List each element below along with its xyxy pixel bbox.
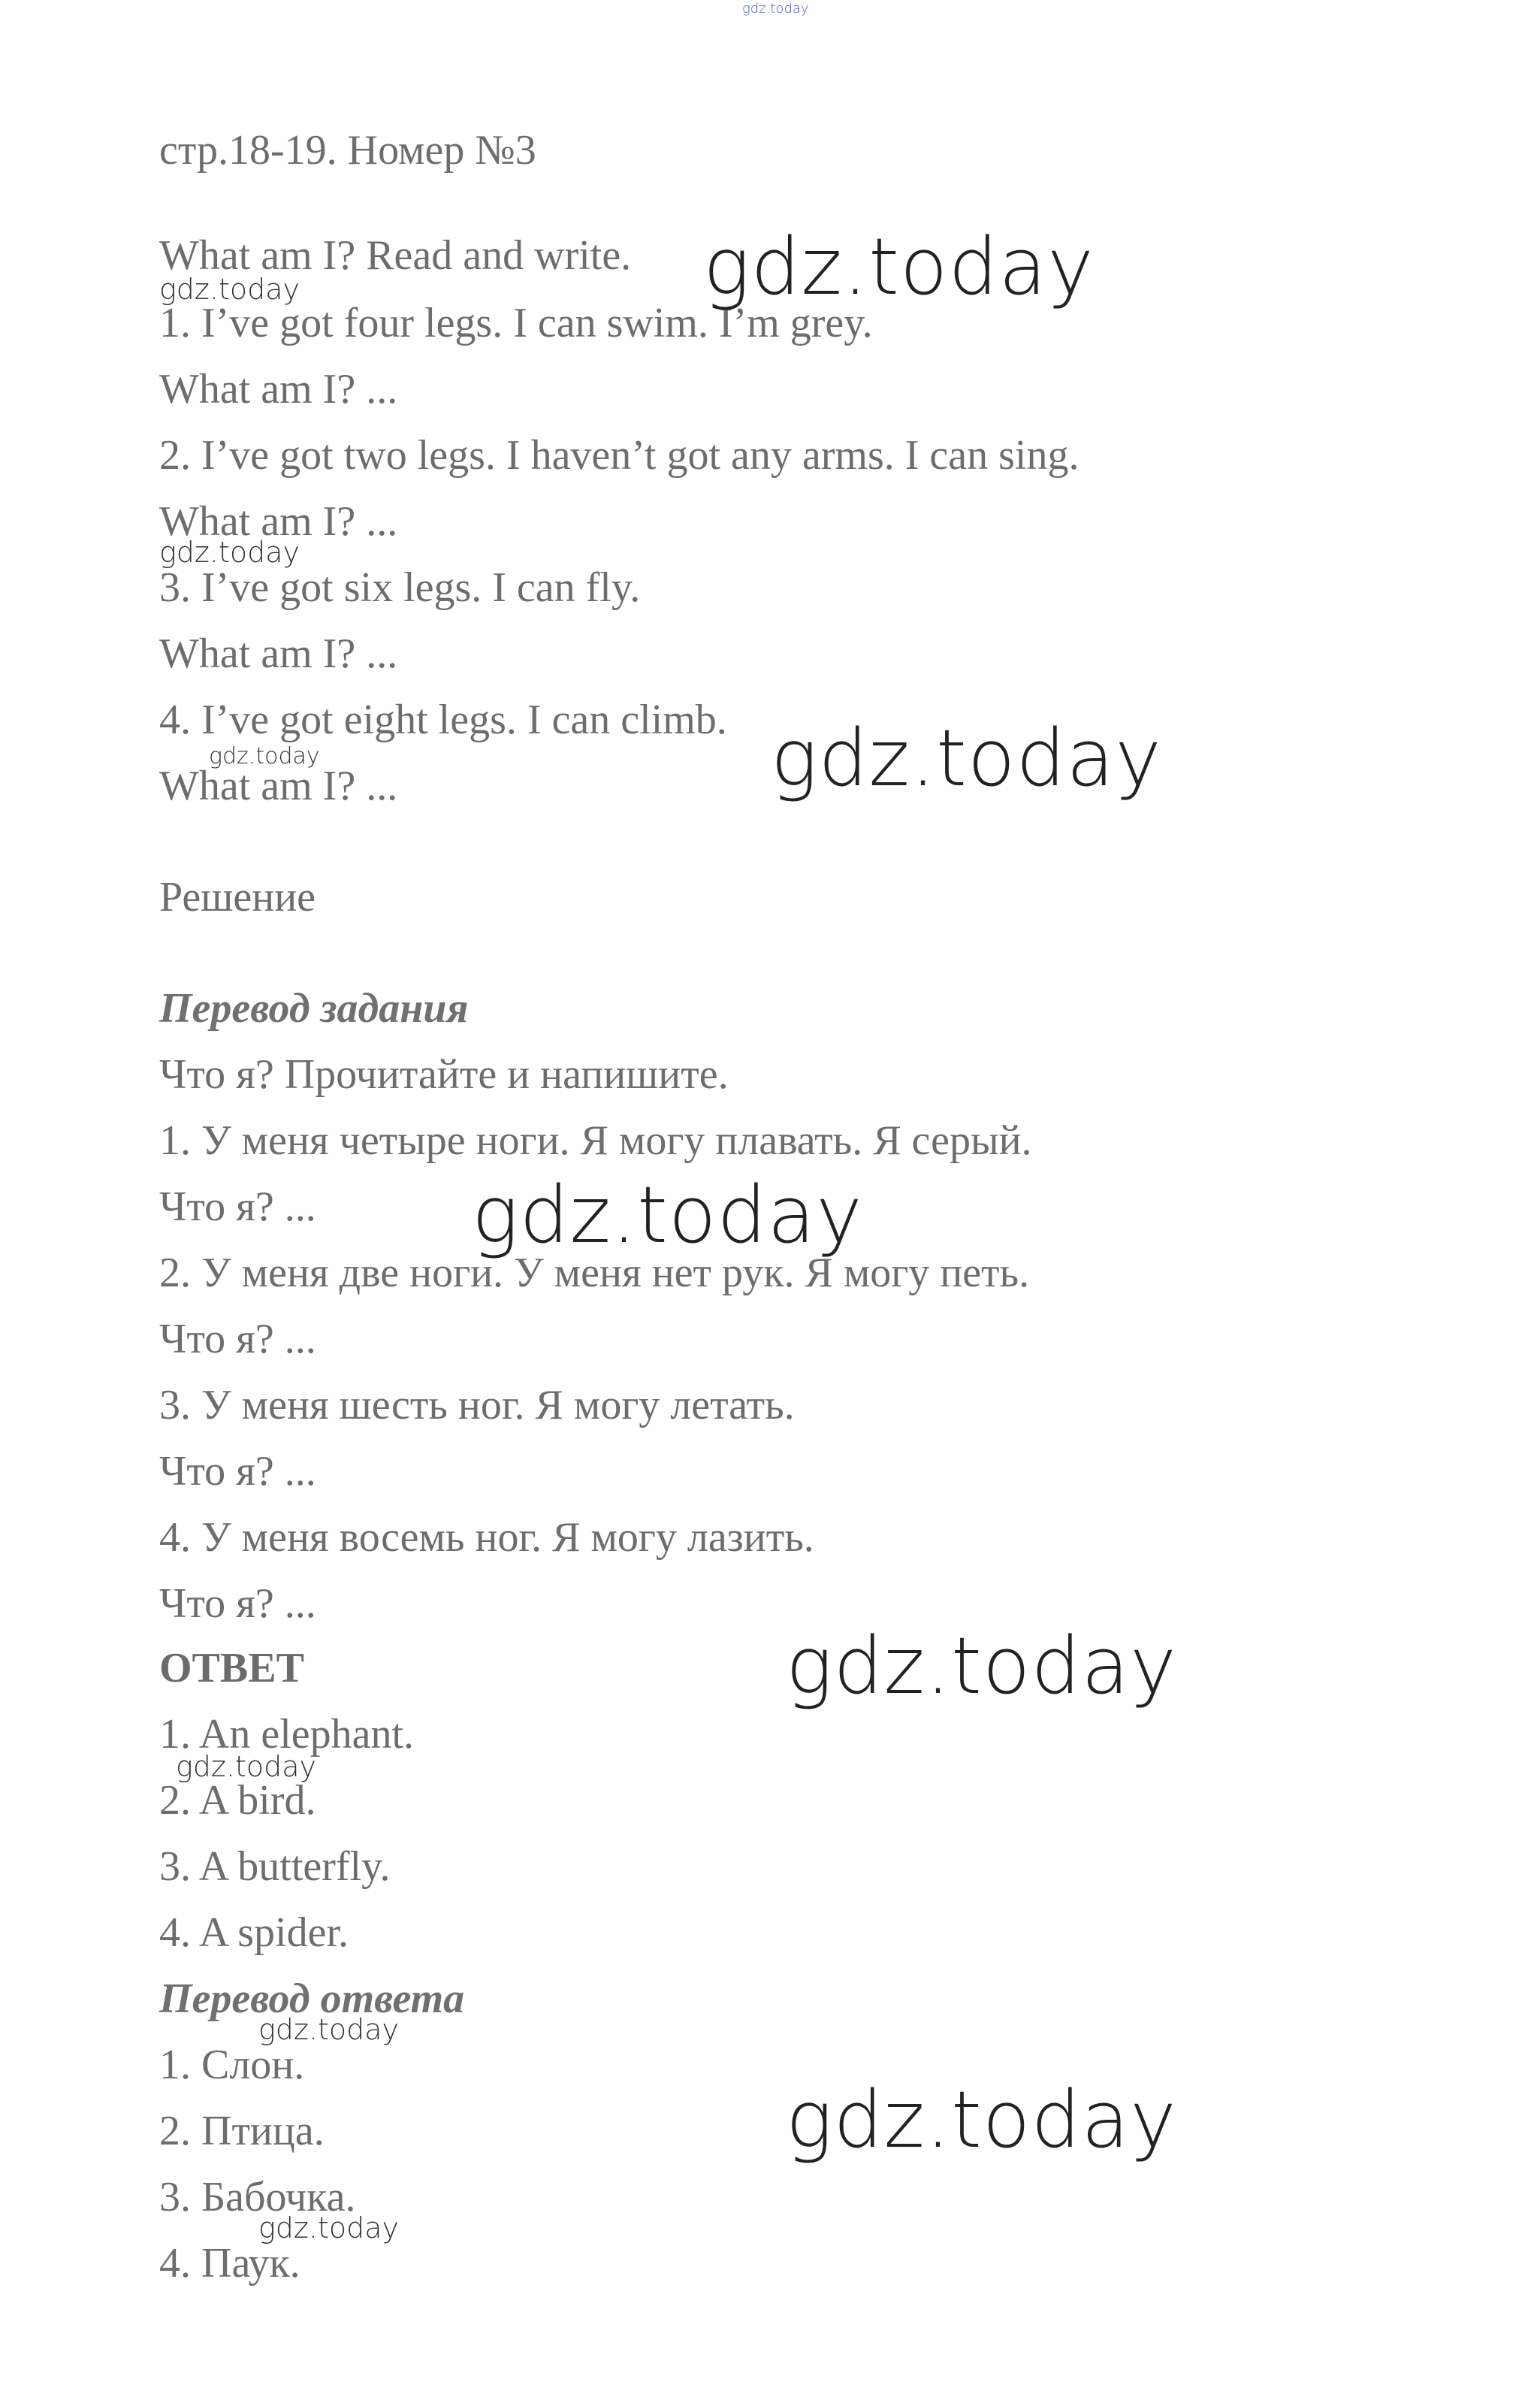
- task-item-1: 1. I’ve got four legs. I can swim. I’m grey.: [159, 300, 873, 346]
- task-instruction: What am I? Read and write.: [159, 232, 632, 279]
- answer-translation-heading: Перевод ответа: [159, 1975, 465, 2022]
- watermark-small: gdz.today: [159, 273, 300, 306]
- watermark-large: gdz.today: [786, 1620, 1177, 1712]
- watermark-small: gdz.today: [209, 743, 320, 769]
- task-item-4: 4. I’ve got eight legs. I can climb.: [159, 697, 727, 743]
- answer-translation-line-3: 3. Бабочка.: [159, 2174, 356, 2220]
- task-item-2: 2. I’ve got two legs. I haven’t got any arms. I can sing.: [159, 432, 1080, 479]
- task-question-1: What am I? ...: [159, 366, 398, 413]
- translation-line-8: 4. У меня восемь ног. Я могу лазить.: [159, 1514, 814, 1561]
- translation-line-4: 2. У меня две ноги. У меня нет рук. Я могу петь.: [159, 1250, 1030, 1296]
- answer-heading: ОТВЕТ: [159, 1645, 304, 1691]
- translation-line-3: Что я? ...: [159, 1183, 316, 1230]
- solution-label: Решение: [159, 874, 316, 920]
- watermark-large: gdz.today: [472, 1169, 863, 1261]
- watermark-small: gdz.today: [159, 536, 300, 569]
- answer-translation-line-2: 2. Птица.: [159, 2108, 325, 2154]
- page-title: стр.18-19. Номер №3: [159, 127, 536, 174]
- translation-line-7: Что я? ...: [159, 1448, 316, 1495]
- answer-line-1: 1. An elephant.: [159, 1711, 415, 1758]
- task-question-2: What am I? ...: [159, 498, 398, 545]
- task-question-4: What am I? ...: [159, 763, 398, 809]
- translation-line-9: Что я? ...: [159, 1580, 316, 1627]
- answer-line-4: 4. A spider.: [159, 1909, 349, 1956]
- task-item-3: 3. I’ve got six legs. I can fly.: [159, 564, 641, 611]
- translation-line-1: Что я? Прочитайте и напишите.: [159, 1051, 729, 1098]
- watermark-small: gdz.today: [176, 1750, 316, 1783]
- watermark-small: gdz.today: [258, 2211, 399, 2244]
- task-question-3: What am I? ...: [159, 630, 398, 677]
- translation-line-5: Что я? ...: [159, 1316, 316, 1362]
- top-watermark: gdz.today: [742, 1, 809, 17]
- answer-line-3: 3. A butterfly.: [159, 1843, 391, 1890]
- translation-line-2: 1. У меня четыре ноги. Я могу плавать. Я серый.: [159, 1117, 1032, 1164]
- watermark-large: gdz.today: [786, 2074, 1177, 2166]
- answer-line-2: 2. A bird.: [159, 1777, 316, 1824]
- watermark-small: gdz.today: [258, 2013, 399, 2046]
- watermark-large: gdz.today: [771, 712, 1162, 804]
- answer-translation-line-1: 1. Слон.: [159, 2042, 305, 2088]
- watermark-large: gdz.today: [703, 221, 1095, 313]
- translation-line-6: 3. У меня шесть ног. Я могу летать.: [159, 1382, 795, 1428]
- answer-translation-line-4: 4. Паук.: [159, 2240, 300, 2287]
- translation-heading: Перевод задания: [159, 985, 469, 1032]
